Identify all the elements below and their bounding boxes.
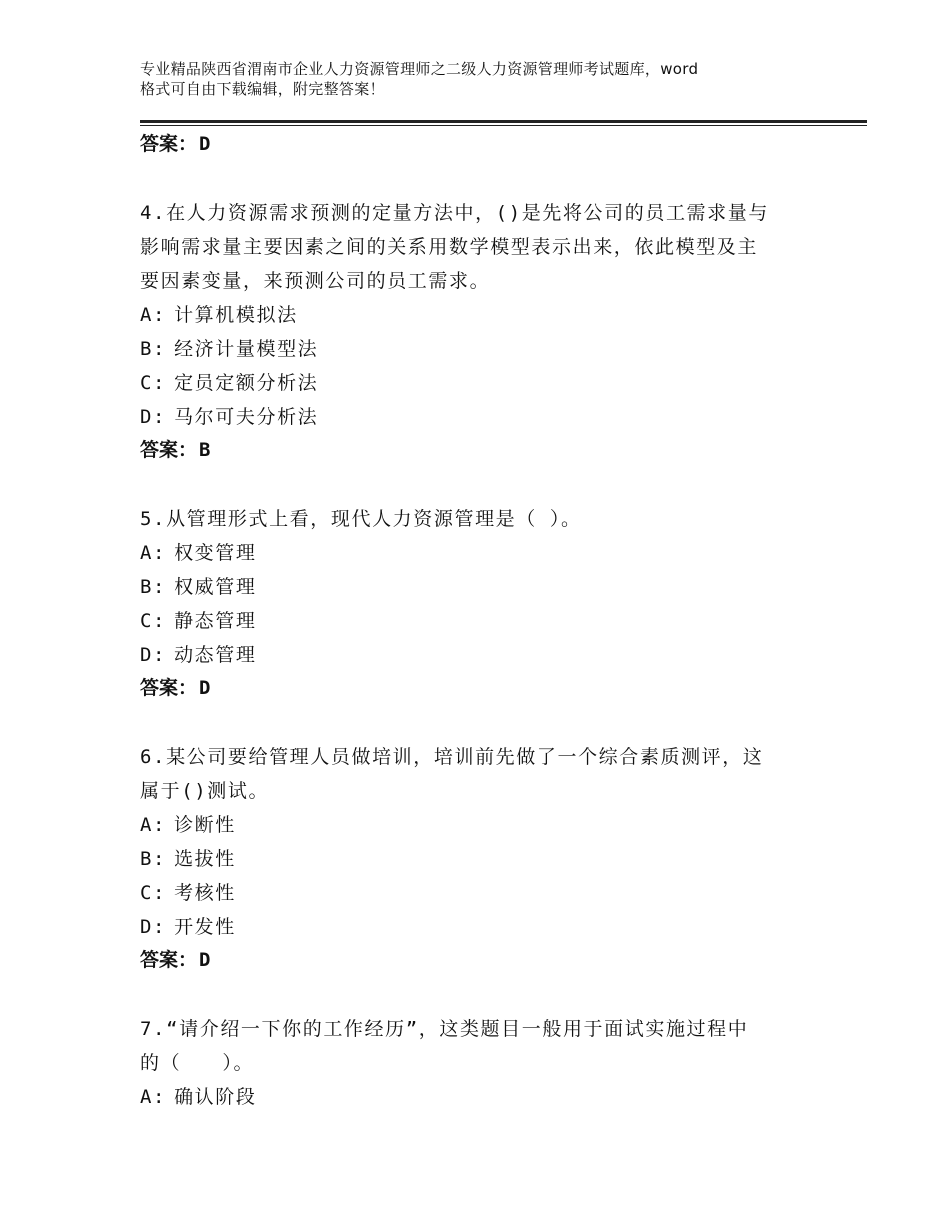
question-list — [140, 128, 820, 1114]
option-c: C: 定员定额分析法 — [140, 372, 319, 394]
answer-value: B — [199, 439, 211, 461]
answer-label: 答案： — [140, 949, 198, 971]
answer-line — [140, 434, 820, 466]
answer-line — [140, 944, 820, 976]
question-text-line: 4.在人力资源需求预测的定量方法中，()是先将公司的员工需求量与 — [140, 202, 769, 224]
option-b: B: 选拔性 — [140, 848, 236, 870]
option-b: B: 权威管理 — [140, 576, 257, 598]
option-d: D: 开发性 — [140, 916, 236, 938]
question-text-line: 的（ ）。 — [140, 1052, 255, 1074]
answer-value: D — [199, 133, 211, 155]
question-block — [140, 1012, 820, 1114]
question-text-line: 属于()测试。 — [140, 780, 270, 802]
option-b: B: 经济计量模型法 — [140, 338, 319, 360]
answer-label: 答案： — [140, 133, 198, 155]
question-text-line: 5.从管理形式上看，现代人力资源管理是（ ）。 — [140, 508, 582, 530]
option-a: A: 计算机模拟法 — [140, 304, 298, 326]
question-text — [140, 1012, 820, 1080]
answer-line — [140, 672, 820, 704]
option-a: A: 权变管理 — [140, 542, 257, 564]
header-title-line-2: 格式可自由下载编辑，附完整答案！ — [140, 80, 385, 98]
option-c: C: 考核性 — [140, 882, 236, 904]
option-a: A: 确认阶段 — [140, 1086, 257, 1108]
answer-label: 答案： — [140, 439, 198, 461]
header-title-line-1: 专业精品陕西省渭南市企业人力资源管理师之二级人力资源管理师考试题库，word — [140, 60, 699, 78]
question-text-line: 影响需求量主要因素之间的关系用数学模型表示出来，依此模型及主 — [140, 236, 759, 258]
answer-value: D — [199, 949, 211, 971]
document-header — [140, 59, 840, 99]
question-text-line: 7.“请介绍一下你的工作经历”，这类题目一般用于面试实施过程中 — [140, 1018, 749, 1040]
header-divider-thick — [140, 120, 867, 123]
question-block — [140, 740, 820, 976]
question-text — [140, 740, 820, 808]
question-text — [140, 196, 820, 298]
question-block — [140, 502, 820, 704]
answer-value: D — [199, 677, 211, 699]
header-divider-thin — [140, 125, 867, 126]
answer-line — [140, 128, 820, 160]
question-text-line: 6.某公司要给管理人员做培训，培训前先做了一个综合素质测评，这 — [140, 746, 764, 768]
question-text-line: 要因素变量，来预测公司的员工需求。 — [140, 270, 491, 292]
option-c: C: 静态管理 — [140, 610, 257, 632]
option-d: D: 动态管理 — [140, 644, 257, 666]
question-block — [140, 196, 820, 466]
answer-label: 答案： — [140, 677, 198, 699]
option-a: A: 诊断性 — [140, 814, 236, 836]
question-text — [140, 502, 820, 536]
option-d: D: 马尔可夫分析法 — [140, 406, 319, 428]
